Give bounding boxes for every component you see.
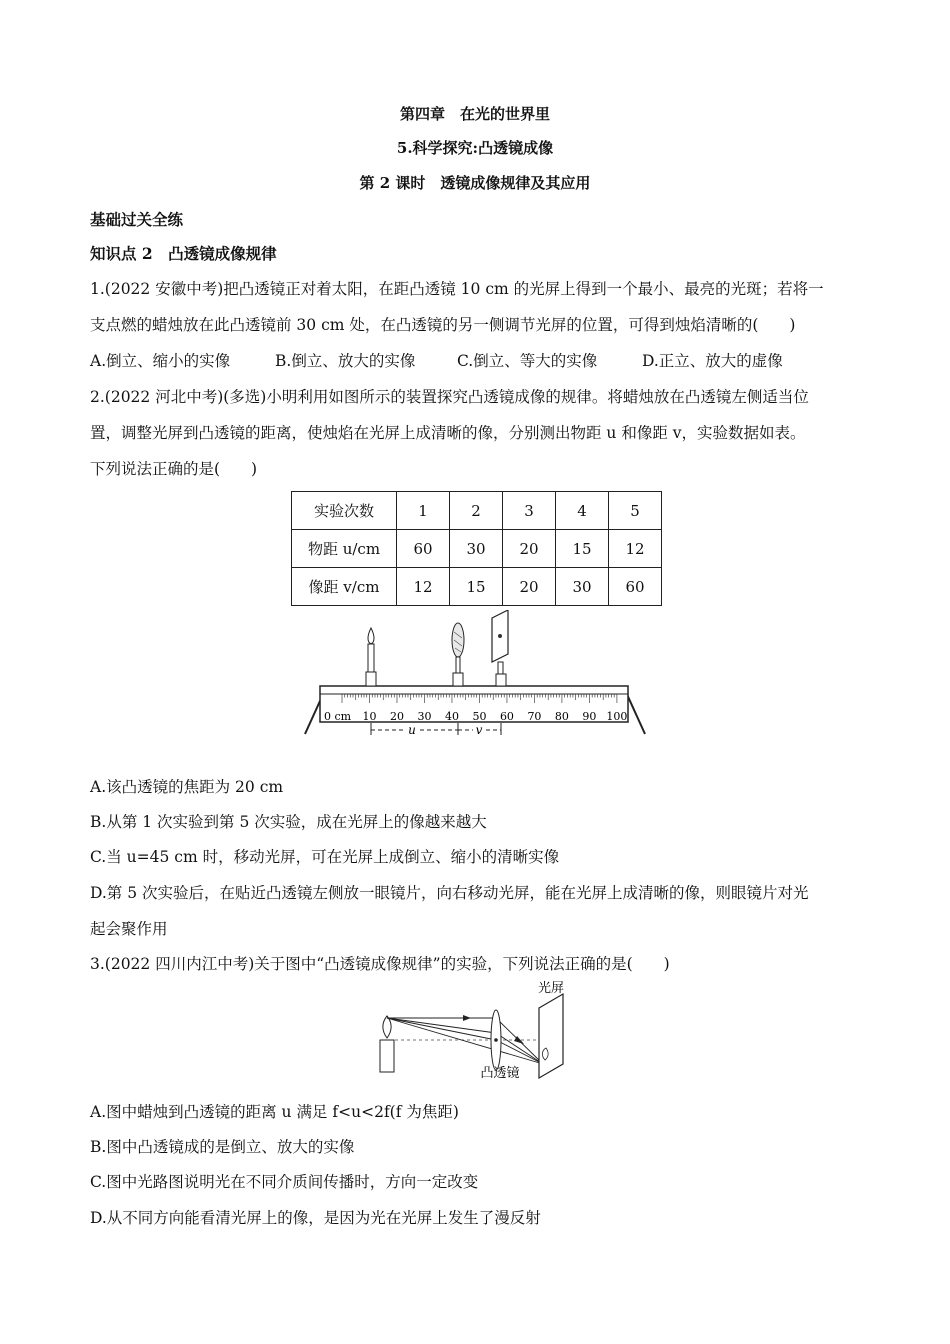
table-cell: 20 <box>503 530 556 568</box>
table-cell: 3 <box>503 492 556 530</box>
lens-ray-figure <box>375 978 585 1080</box>
q2-option-b[interactable]: B.从第 1 次实验到第 5 次实验，成在光屏上的像越来越大 <box>90 813 487 831</box>
bench-tick-label: 50 <box>472 710 487 723</box>
table-cell: 12 <box>397 568 450 606</box>
table-row <box>292 492 662 530</box>
table-cell: 20 <box>503 568 556 606</box>
screen-label: 光屏 <box>537 981 565 996</box>
practice-heading: 基础过关全练 <box>90 210 184 229</box>
q2-line2: 置，调整光屏到凸透镜的距离，使烛焰在光屏上成清晰的像，分别测出物距 u 和像距 v，实验数据如表。 <box>90 424 806 442</box>
light-screen-icon <box>492 610 508 686</box>
table-cell: 2 <box>450 492 503 530</box>
q1-options <box>90 349 783 371</box>
table-cell: 1 <box>397 492 450 530</box>
bench-tick-label: 10 <box>362 710 377 723</box>
table-cell: 5 <box>609 492 662 530</box>
table-cell: 12 <box>609 530 662 568</box>
optical-bench-figure <box>300 610 650 740</box>
q1-option-a[interactable]: A.倒立、缩小的实像 <box>90 352 231 370</box>
bench-tick-label: 70 <box>527 710 542 723</box>
q1-line1: 1.(2022 安徽中考)把凸透镜正对着太阳，在距凸透镜 10 cm 的光屏上得到一个最小、最亮的光斑；若将一 <box>90 280 824 298</box>
ray-arrow-icon <box>463 1015 471 1021</box>
q2-option-d-line1[interactable]: D.第 5 次实验后，在贴近凸透镜左侧放一眼镜片，向右移动光屏，能在光屏上成清晰的像，则眼镜片对光 <box>90 884 809 902</box>
q1-option-c[interactable]: C.倒立、等大的实像 <box>457 352 598 370</box>
bench-tick-label: 90 <box>582 710 597 723</box>
bench-zero-label: 0 cm <box>324 710 352 723</box>
table-cell: 15 <box>556 530 609 568</box>
table-cell: 60 <box>609 568 662 606</box>
table-header-trial: 实验次数 <box>292 492 397 530</box>
q2-option-d-line2: 起会聚作用 <box>90 920 168 938</box>
q3-option-b[interactable]: B.图中凸透镜成的是倒立、放大的实像 <box>90 1138 355 1156</box>
bench-tick-label: 30 <box>417 710 432 723</box>
lesson-title: 第 2 课时 透镜成像规律及其应用 <box>359 174 591 192</box>
table-cell: 30 <box>450 530 503 568</box>
bench-tick-label: 100 <box>606 710 628 723</box>
q1-option-b[interactable]: B.倒立、放大的实像 <box>275 352 416 370</box>
light-screen-icon <box>539 994 563 1078</box>
q1-line2: 支点燃的蜡烛放在此凸透镜前 30 cm 处，在凸透镜的另一侧调节光屏的位置，可得到烛焰清晰的( ) <box>90 316 796 334</box>
v-label: v <box>475 723 483 737</box>
table-row <box>292 568 662 606</box>
q3-stem: 3.(2022 四川内江中考)关于图中“凸透镜成像规律”的实验，下列说法正确的是( ) <box>90 955 670 973</box>
candle-icon <box>366 628 376 686</box>
q1-option-d[interactable]: D.正立、放大的虚像 <box>642 352 783 370</box>
table-cell: 4 <box>556 492 609 530</box>
q2-line1: 2.(2022 河北中考)(多选)小明利用如图所示的装置探究凸透镜成像的规律。将蜡烛放在凸透镜左侧适当位 <box>90 388 809 406</box>
lens-label: 凸透镜 <box>480 1066 520 1080</box>
table-header-u: 物距 u/cm <box>292 530 397 568</box>
table-cell: 15 <box>450 568 503 606</box>
q3-option-d[interactable]: D.从不同方向能看清光屏上的像，是因为光在光屏上发生了漫反射 <box>90 1209 541 1227</box>
q3-option-c[interactable]: C.图中光路图说明光在不同介质间传播时，方向一定改变 <box>90 1173 479 1191</box>
candle-icon <box>380 1016 394 1072</box>
convex-lens-icon <box>452 623 464 686</box>
u-label: u <box>408 723 416 737</box>
q2-option-c[interactable]: C.当 u=45 cm 时，移动光屏，可在光屏上成倒立、缩小的清晰实像 <box>90 848 560 866</box>
experiment-table <box>291 491 662 606</box>
table-cell: 60 <box>397 530 450 568</box>
section-title: 5.科学探究:凸透镜成像 <box>396 139 554 157</box>
bench-tick-label: 40 <box>444 710 459 723</box>
bench-tick-label: 20 <box>389 710 404 723</box>
q2-option-a[interactable]: A.该凸透镜的焦距为 20 cm <box>90 778 284 796</box>
q2-line3: 下列说法正确的是( ) <box>90 460 258 478</box>
table-header-v: 像距 v/cm <box>292 568 397 606</box>
q3-option-a[interactable]: A.图中蜡烛到凸透镜的距离 u 满足 f<u<2f(f 为焦距) <box>90 1103 459 1121</box>
chapter-title: 第四章 在光的世界里 <box>399 105 550 123</box>
bench-tick-label: 80 <box>554 710 569 723</box>
table-row <box>292 530 662 568</box>
bench-tick-label: 60 <box>499 710 514 723</box>
table-cell: 30 <box>556 568 609 606</box>
knowledge-heading: 知识点 2 凸透镜成像规律 <box>90 244 277 263</box>
